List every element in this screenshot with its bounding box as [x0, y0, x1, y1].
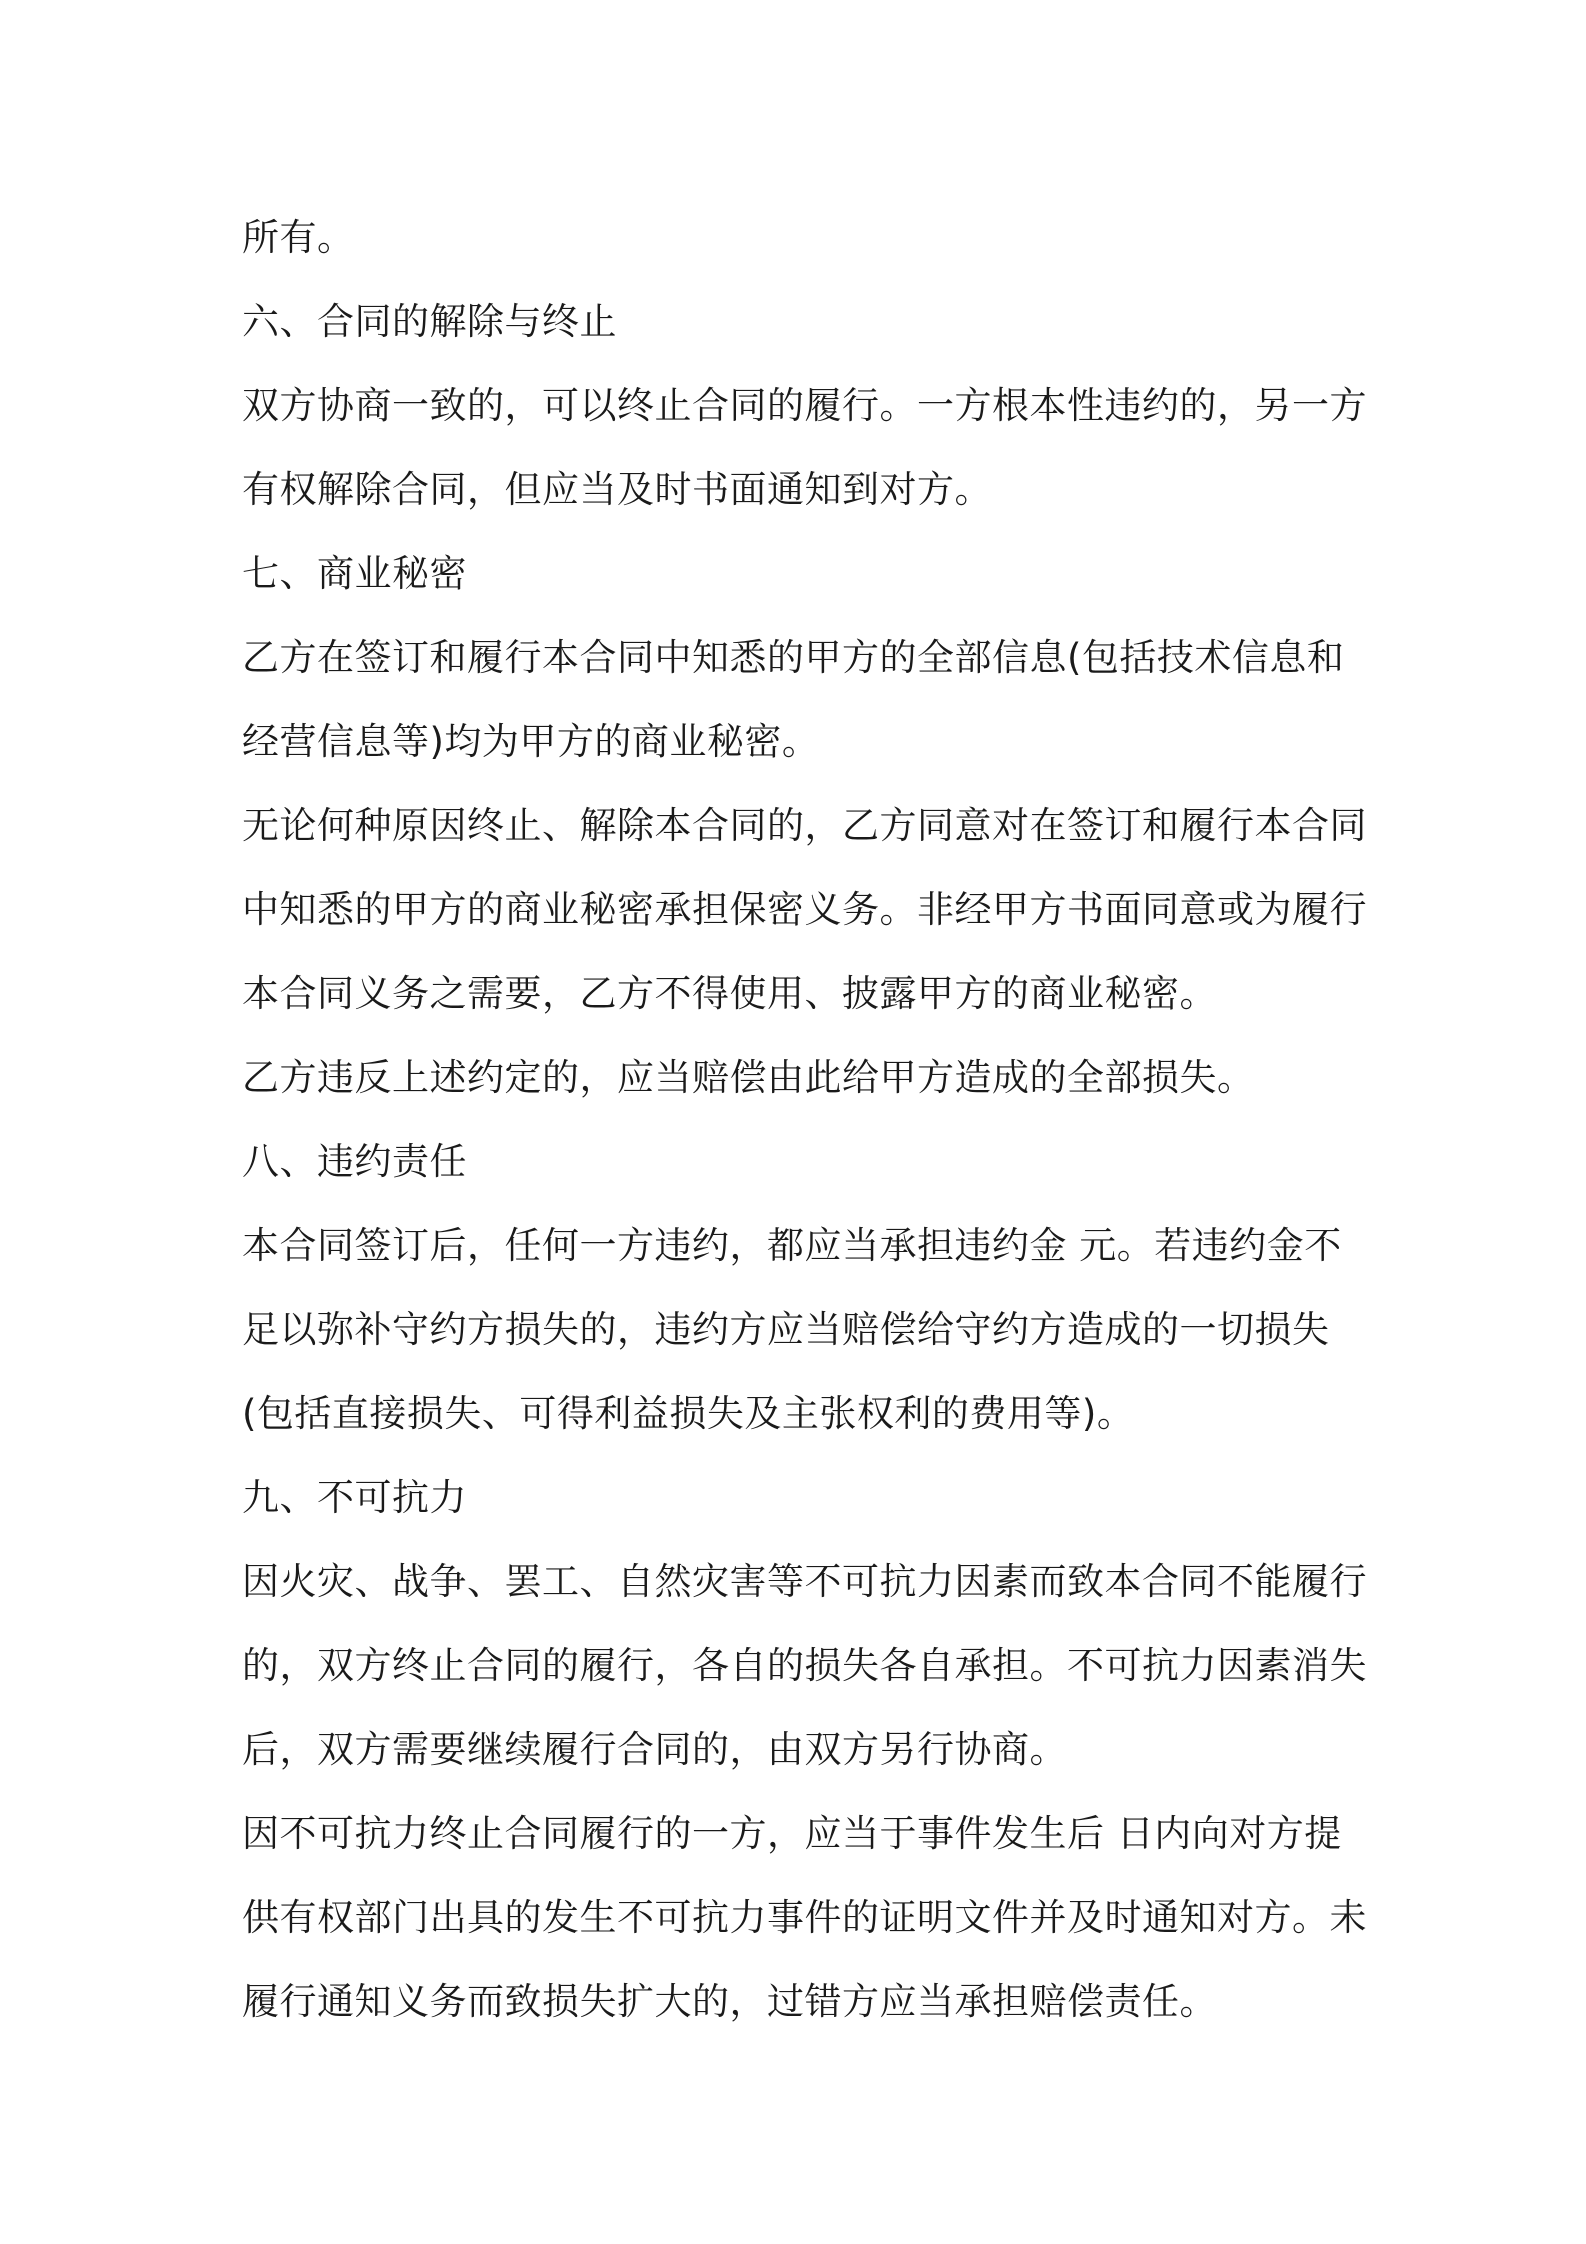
section-heading-liability: 八、违约责任 — [242, 1140, 467, 1183]
paragraph-line: 经营信息等)均为甲方的商业秘密。 — [242, 720, 820, 763]
section-heading-termination: 六、合同的解除与终止 — [242, 300, 617, 343]
paragraph-line: 足以弥补守约方损失的，违约方应当赔偿给守约方造成的一切损失 — [242, 1308, 1330, 1351]
paragraph-line: 因火灾、战争、罢工、自然灾害等不可抗力因素而致本合同不能履行 — [242, 1560, 1367, 1603]
paragraph-line: 所有。 — [242, 216, 355, 259]
section-heading-force-majeure: 九、不可抗力 — [242, 1476, 467, 1519]
paragraph-line: 供有权部门出具的发生不可抗力事件的证明文件并及时通知对方。未 — [242, 1896, 1367, 1939]
paragraph-line: 本合同义务之需要，乙方不得使用、披露甲方的商业秘密。 — [242, 972, 1217, 1015]
paragraph-line: 无论何种原因终止、解除本合同的，乙方同意对在签订和履行本合同 — [242, 804, 1367, 847]
paragraph-line: 中知悉的甲方的商业秘密承担保密义务。非经甲方书面同意或为履行 — [242, 888, 1367, 931]
section-heading-trade-secrets: 七、商业秘密 — [242, 552, 467, 595]
paragraph-line: 本合同签订后，任何一方违约，都应当承担违约金 元。若违约金不 — [242, 1224, 1342, 1267]
document-body — [242, 196, 1367, 2044]
paragraph-line: 的，双方终止合同的履行，各自的损失各自承担。不可抗力因素消失 — [242, 1644, 1367, 1687]
paragraph-line: 乙方违反上述约定的，应当赔偿由此给甲方造成的全部损失。 — [242, 1056, 1255, 1099]
paragraph-line: 后，双方需要继续履行合同的，由双方另行协商。 — [242, 1728, 1067, 1771]
paragraph-line: 有权解除合同，但应当及时书面通知到对方。 — [242, 468, 992, 511]
paragraph-line: 双方协商一致的，可以终止合同的履行。一方根本性违约的，另一方 — [242, 384, 1367, 427]
paragraph-line: 因不可抗力终止合同履行的一方，应当于事件发生后 日内向对方提 — [242, 1812, 1342, 1855]
paragraph-line: 乙方在签订和履行本合同中知悉的甲方的全部信息(包括技术信息和 — [242, 636, 1345, 679]
paragraph-line: (包括直接损失、可得利益损失及主张权利的费用等)。 — [242, 1392, 1135, 1435]
paragraph-line: 履行通知义务而致损失扩大的，过错方应当承担赔偿责任。 — [242, 1980, 1217, 2023]
